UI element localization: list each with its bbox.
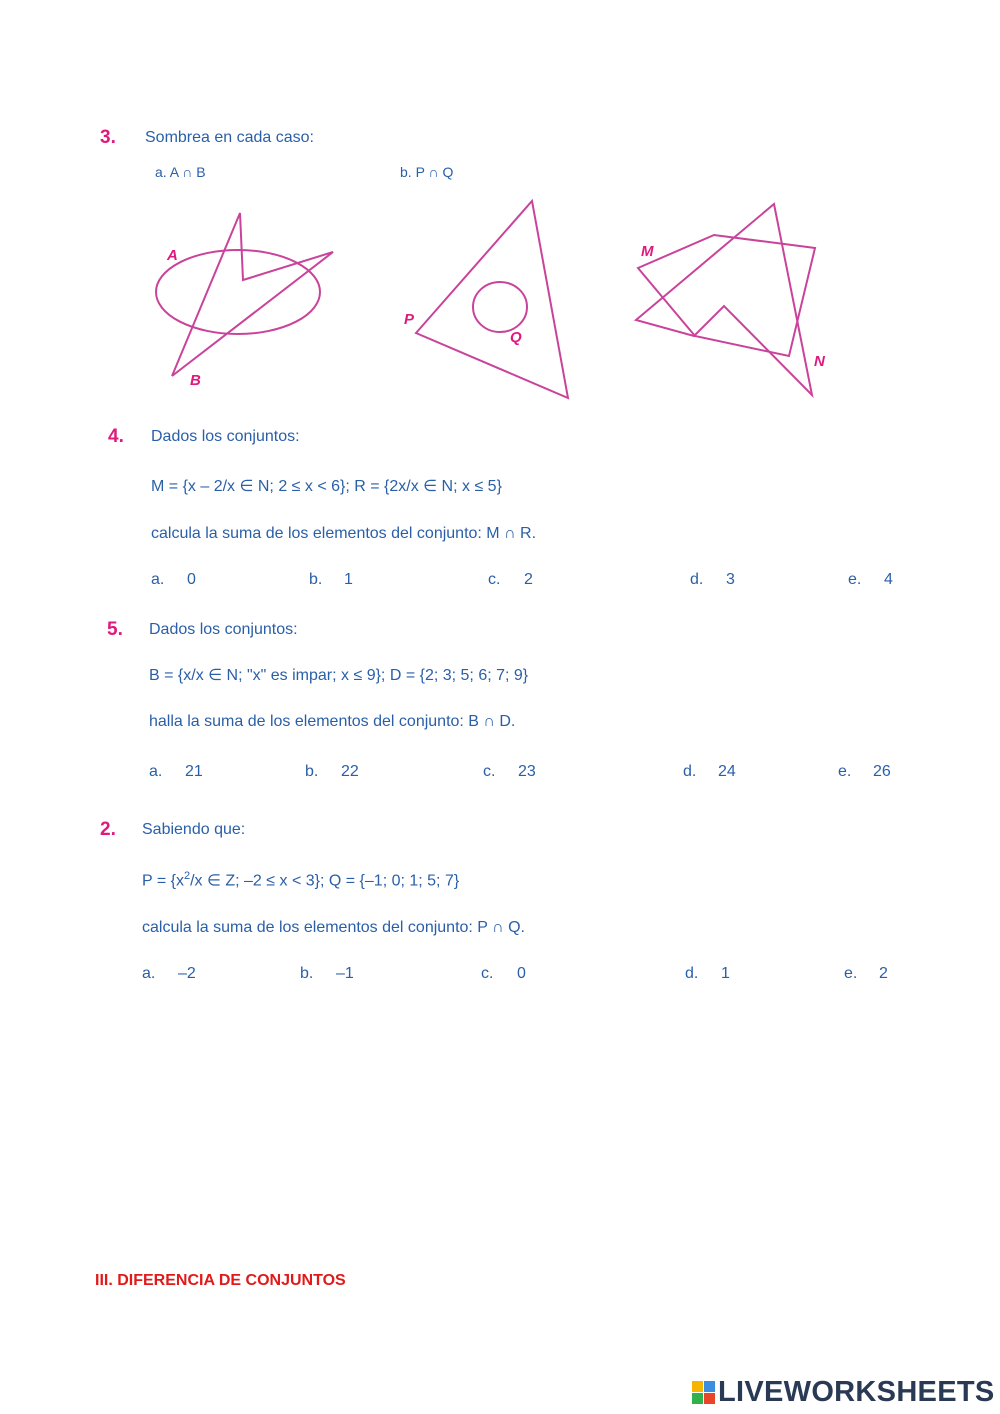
- q4-option-d-value: 3: [726, 571, 735, 588]
- label-p: P: [404, 311, 415, 328]
- q2-option-b-value: –1: [336, 965, 354, 982]
- logo-square-4: [704, 1393, 715, 1404]
- question-5-number: 5.: [107, 619, 123, 640]
- q4-option-d-letter[interactable]: d.: [690, 571, 704, 588]
- label-q: Q: [510, 329, 522, 346]
- logo-square-1: [692, 1381, 703, 1392]
- set-b-polygon: [172, 213, 333, 376]
- q2-option-a-letter[interactable]: a.: [142, 965, 156, 982]
- q2-option-c-letter[interactable]: c.: [481, 965, 494, 982]
- logo-square-2: [704, 1381, 715, 1392]
- q5-option-e-letter[interactable]: e.: [838, 763, 852, 780]
- q2-option-b-letter[interactable]: b.: [300, 965, 314, 982]
- q2-sets-superscript: 2: [183, 870, 191, 882]
- question-5-text: halla la suma de los elementos del conjunto: B ∩ D.: [149, 713, 516, 730]
- q2-sets-post: /x ∈ Z; –2 ≤ x < 3}; Q = {–1; 0; 1; 5; 7}: [190, 872, 460, 890]
- question-2-sets: [142, 870, 459, 890]
- q5-option-e-value: 26: [873, 763, 891, 780]
- q5-option-b-letter[interactable]: b.: [305, 763, 319, 780]
- question-4-sets: M = {x – 2/x ∈ N; 2 ≤ x < 6}; R = {2x/x ∈ N; x ≤ 5}: [151, 478, 502, 495]
- q4-option-e-letter[interactable]: e.: [848, 571, 862, 588]
- set-q-circle: [473, 282, 527, 332]
- set-m-polygon: [636, 204, 812, 395]
- q2-option-c-value: 0: [517, 965, 526, 982]
- q4-option-b-letter[interactable]: b.: [309, 571, 323, 588]
- q4-option-c-letter[interactable]: c.: [488, 571, 501, 588]
- q5-option-c-letter[interactable]: c.: [483, 763, 496, 780]
- label-m: M: [641, 243, 654, 260]
- q5-option-d-letter[interactable]: d.: [683, 763, 697, 780]
- q5-option-a-letter[interactable]: a.: [149, 763, 163, 780]
- logo-text: LIVEWORKSHEETS: [718, 1376, 995, 1408]
- question-4-prompt: Dados los conjuntos:: [151, 428, 300, 445]
- label-a: A: [167, 247, 178, 264]
- liveworksheets-logo: [692, 1376, 995, 1409]
- q4-option-a-letter[interactable]: a.: [151, 571, 165, 588]
- question-2-text: calcula la suma de los elementos del conjunto: P ∩ Q.: [142, 919, 525, 936]
- q2-option-d-value: 1: [721, 965, 730, 982]
- q2-option-d-letter[interactable]: d.: [685, 965, 699, 982]
- q5-option-b-value: 22: [341, 763, 359, 780]
- q4-option-c-value: 2: [524, 571, 533, 588]
- question-4-text: calcula la suma de los elementos del conjunto: M ∩ R.: [151, 525, 537, 542]
- question-5-prompt: Dados los conjuntos:: [149, 621, 298, 638]
- q2-sets-pre: P = {x: [142, 872, 184, 890]
- q5-option-a-value: 21: [185, 763, 203, 780]
- q4-option-a-value: 0: [187, 571, 196, 588]
- set-diagrams: [0, 0, 1000, 420]
- label-n: N: [814, 353, 825, 370]
- question-2-prompt: Sabiendo que:: [142, 821, 246, 838]
- question-3-sub-a: a. A ∩ B: [155, 164, 206, 180]
- q4-option-b-value: 1: [344, 571, 353, 588]
- question-3-number: 3.: [100, 127, 116, 148]
- q5-option-c-value: 23: [518, 763, 536, 780]
- q2-option-e-letter[interactable]: e.: [844, 965, 858, 982]
- label-b: B: [190, 372, 201, 389]
- logo-square-3: [692, 1393, 703, 1404]
- q2-option-a-value: –2: [178, 965, 196, 982]
- set-p-triangle: [416, 201, 568, 398]
- question-5-sets: B = {x/x ∈ N; "x" es impar; x ≤ 9}; D = {2; 3; 5; 6; 7; 9}: [149, 667, 529, 684]
- q4-option-e-value: 4: [884, 571, 893, 588]
- logo-icon: [692, 1381, 715, 1404]
- question-2-number: 2.: [100, 819, 116, 840]
- section-title: III. DIFERENCIA DE CONJUNTOS: [95, 1272, 346, 1289]
- q2-option-e-value: 2: [879, 965, 888, 982]
- q5-option-d-value: 24: [718, 763, 736, 780]
- set-a-ellipse: [156, 250, 320, 334]
- question-3-sub-b: b. P ∩ Q: [400, 164, 454, 180]
- question-4-number: 4.: [108, 426, 124, 447]
- question-3-prompt: Sombrea en cada caso:: [145, 129, 314, 146]
